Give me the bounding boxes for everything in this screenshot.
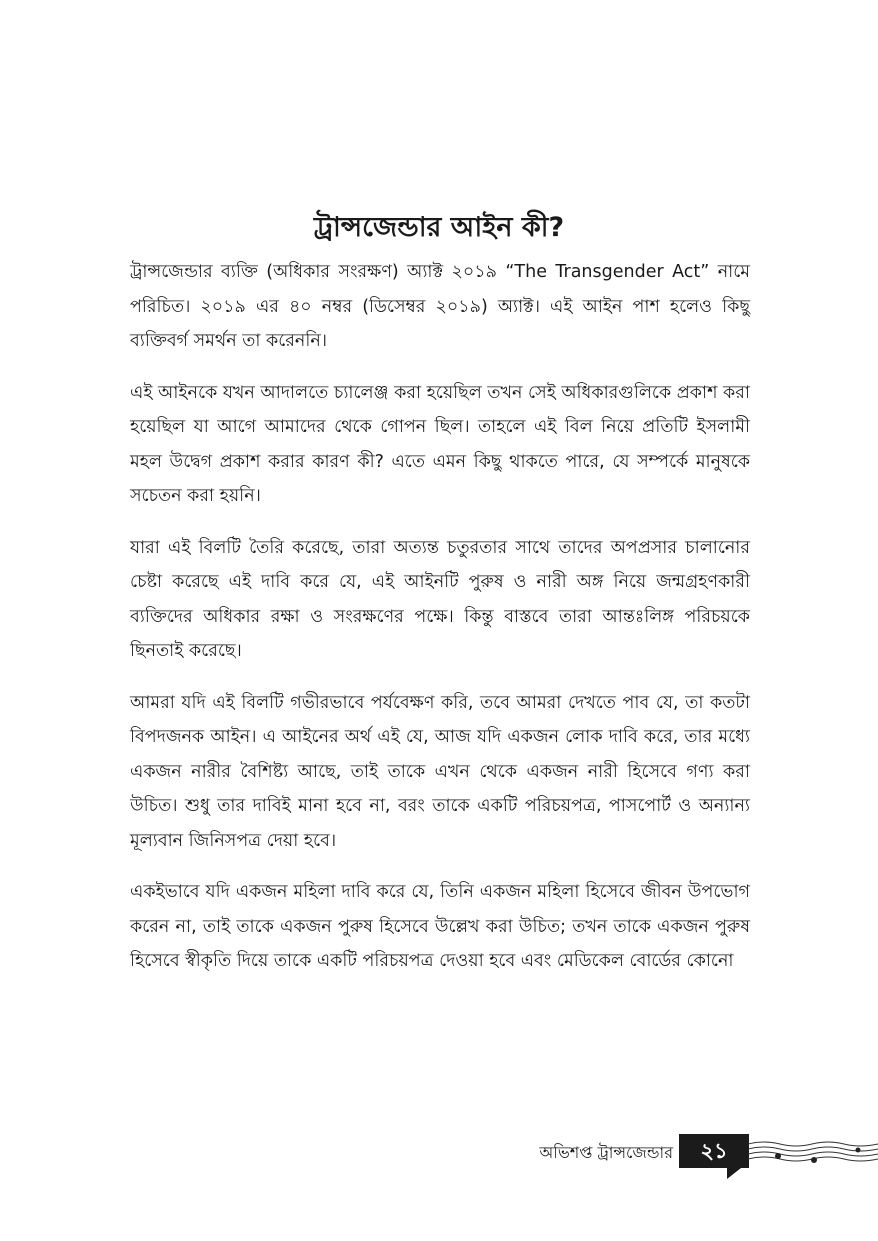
paragraph-3: যারা এই বিলটি তৈরি করেছে, তারা অত্যন্ত চতুরতার সাথে তাদের অপপ্রসার চালানোর চেষ্টা করেছে এই দাবি করে যে, এই আইনটি পুরুষ ও নারী অঙ্গ নিয়ে জন্মগ্রহণকারী ব্যক্তিদের অধিকার রক্ষা ও সংরক্ষণের পক্ষে। কিন্তু বাস্তবে তারা আন্তঃলিঙ্গ পরিচয়কে ছিনতাই করেছে। [130, 537, 750, 661]
footer-book-title: অভিশপ্ত ট্রান্সজেন্ডার [539, 1143, 673, 1162]
paragraph-5: একইভাবে যদি একজন মহিলা দাবি করে যে, তিনি একজন মহিলা হিসেবে জীবন উপভোগ করেন না, তাই তাকে একজন পুরুষ হিসেবে উল্লেখ করা উচিত; তখন তাকে একজন পুরুষ হিসেবে স্বীকৃতি দিয়ে তাকে একটি পরিচয়পত্র দেওয়া হবে এবং মেডিকেল বোর্ডের কোনো [130, 882, 750, 971]
paragraph-2: এই আইনকে যখন আদালতে চ্যালেঞ্জ করা হয়েছিল তখন সেই অধিকারগুলিকে প্রকাশ করা হয়েছিল যা আগে আমাদের থেকে গোপন ছিল। তাহলে এই বিল নিয়ে প্রতিটি ইসলামী মহল উদ্বেগ প্রকাশ করার কারণ কী? এতে এমন কিছু থাকতে পারে, যে সম্পর্কে মানুষকে সচেতন করা হয়নি। [130, 382, 750, 506]
page-number: ২১ [700, 1139, 728, 1163]
wavy-lines-ornament-icon [748, 1136, 878, 1168]
paragraph-1: ট্রান্সজেন্ডার ব্যক্তি (অধিকার সংরক্ষণ) অ্যাক্ট ২০১৯ “The Transgender Act” নামে পরিচিত। ২০১৯ এর ৪০ নম্বর (ডিসেম্বর ২০১৯) অ্যাক্ট। এই আইন পাশ হলেও কিছু ব্যক্তিবর্গ সমর্থন তা করেননি। [130, 262, 750, 351]
page-number-badge-notch [727, 1168, 741, 1179]
page-footer [0, 1128, 878, 1178]
page-title: ট্রান্সজেন্ডার আইন কী? [313, 212, 565, 244]
page-number-badge [679, 1134, 749, 1168]
page-body [130, 255, 750, 996]
paragraph-4: আমরা যদি এই বিলটি গভীরভাবে পর্যবেক্ষণ করি, তবে আমরা দেখতে পাব যে, তা কতটা বিপদজনক আইন। এ আইনের অর্থ এই যে, আজ যদি একজন লোক দাবি করে, তার মধ্যে একজন নারীর বৈশিষ্ট্য আছে, তাই তাকে এখন থেকে একজন নারী হিসেবে গণ্য করা উচিত। শুধু তার দাবিই মানা হবে না, বরং তাকে একটি পরিচয়পত্র, পাসপোর্ট ও অন্যান্য মূল্যবান জিনিসপত্র দেয়া হবে। [130, 692, 750, 851]
